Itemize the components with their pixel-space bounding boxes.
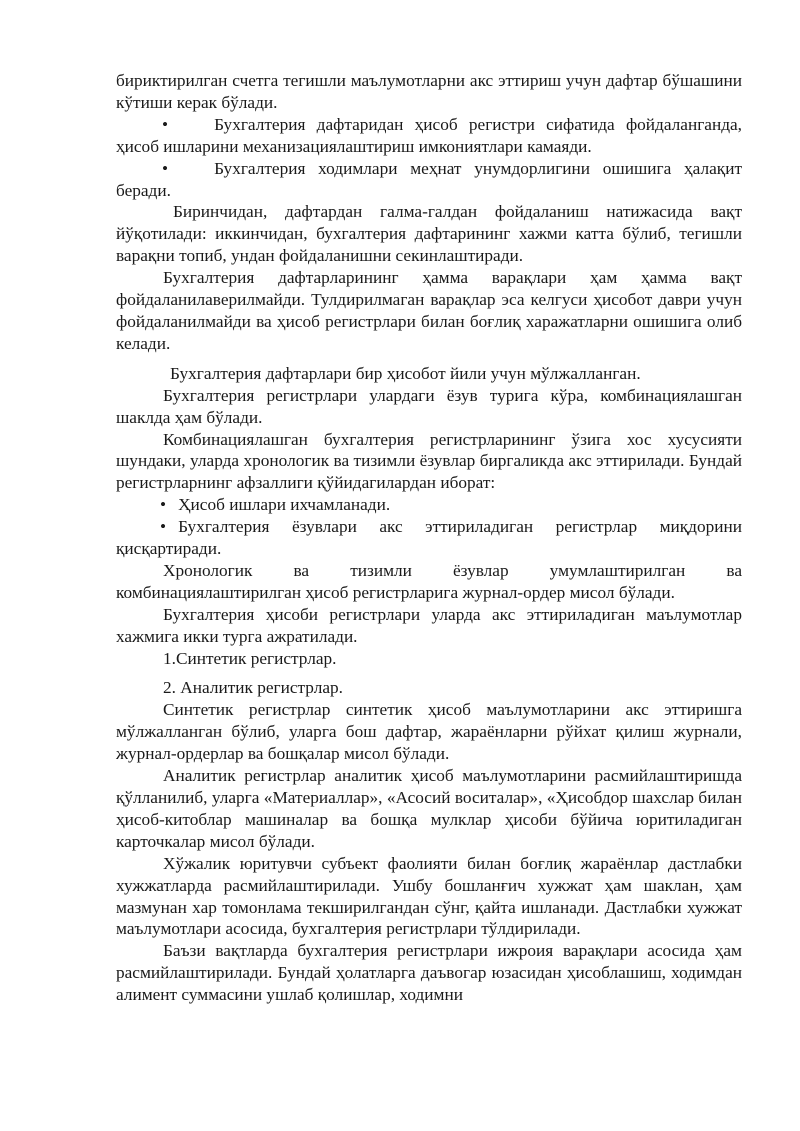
paragraph: Хронологик ва тизимли ёзувлар умумлаштирилган ва комбинациялаштирилган ҳисоб регистрларига журнал-ордер мисол бўлади. <box>116 560 742 602</box>
paragraph: бириктирилган счетга тегишли маълумотларни акс эттириш учун дафтар бўшашини кўтиши керак бўлади. <box>116 71 742 112</box>
bullet-item <box>116 494 742 516</box>
bullet-text: Бухгалтерия дафтаридан ҳисоб регистри сифатида фойдаланганда, ҳисоб ишларини механизациялаштириш имкониятлари камаяди. <box>116 114 742 156</box>
list-item: 1.Синтетик регистрлар. <box>163 648 337 668</box>
bullet-text: Бухгалтерия ходимлари меҳнат унумдорлигини ошишига ҳалақит беради. <box>116 158 742 200</box>
bullet-item <box>116 516 742 560</box>
paragraph: Биринчидан, дафтардан галма-галдан фойдаланиш натижасида вақт йўқотилади: иккинчидан, бухгалтерия дафтарининг хажми катта бўлиб, тегишли варақни топиб, ундан фойдаланишни секинлаштиради. <box>116 202 742 266</box>
paragraph: Баъзи вақтларда бухгалтерия регистрлари ижроия варақлари асосида ҳам расмийлаштирилади. Бундай ҳолатларга даъвогар юзасидан ҳисоблашиш, ходимдан алимент суммасини ушлаб қолишлар, ходимни <box>116 941 742 1005</box>
bullet-icon: • <box>160 495 167 515</box>
document-page <box>116 70 742 1006</box>
paragraph: Бухгалтерия дафтарлари бир ҳисобот йили учун мўлжалланган. <box>170 363 641 383</box>
bullet-icon: • <box>160 517 167 537</box>
list-item: 2. Аналитик регистрлар. <box>163 678 343 698</box>
bullet-item <box>116 114 742 158</box>
paragraph: Бухгалтерия регистрлари улардаги ёзув турига кўра, комбинациялашган шаклда ҳам бўлади. <box>116 385 742 427</box>
paragraph: Бухгалтерия ҳисоби регистрлари уларда акс эттириладиган маълумотлар хажмига икки турга ажратилади. <box>116 604 742 646</box>
bullet-text: Ҳисоб ишлари ихчамланади. <box>178 495 391 515</box>
bullet-text: Бухгалтерия ёзувлари акс эттириладиган регистрлар миқдорини қисқартиради. <box>116 517 742 559</box>
bullet-item <box>116 158 742 202</box>
paragraph: Хўжалик юритувчи субъект фаолияти билан боғлиқ жараёнлар дастлабки хужжатларда расмийлаштирилади. Ушбу бошланғич хужжат ҳам шаклан, ҳам мазмунан хар томонлама текширилгандан сўнг, қайта ишланади. Дастлабки хужжат маълумотлари асосида, бухгалтерия регистрлари тўлдирилади. <box>116 853 742 939</box>
paragraph: Аналитик регистрлар аналитик ҳисоб маълумотларини расмийлаштиришда қўлланилиб, уларга «Материаллар», «Асосий воситалар», «Ҳисобдор шахслар билан ҳисоб-китоблар машиналар ва бошқа мулклар ҳисоби бўйича юритиладиган карточкалар мисол бўлади. <box>116 766 742 851</box>
paragraph: Комбинациялашган бухгалтерия регистрларининг ўзига хос хусусияти шундаки, уларда хронологик ва тизимли ёзувлар биргаликда акс эттирилади. Бундай регистрларнинг афзаллиги қўйидагилардан иборат: <box>116 429 742 493</box>
bullet-icon: • <box>162 114 169 134</box>
bullet-icon: • <box>162 158 169 178</box>
paragraph: Бухгалтерия дафтарларининг ҳамма варақлари ҳам ҳамма вақт фойдаланилаверилмайди. Тулдирилмаган варақлар эса келгуси ҳисобот даври учун фойдаланилмайди ва ҳисоб регистрлари билан боғлиқ харажатларни ошишига олиб келади. <box>116 268 742 353</box>
paragraph: Синтетик регистрлар синтетик ҳисоб маълумотларини акс эттиришга мўлжалланган бўлиб, уларга бош дафтар, жараёнларни рўйхат қилиш журнали, журнал-ордерлар ва бошқалар мисол бўлади. <box>116 700 742 764</box>
